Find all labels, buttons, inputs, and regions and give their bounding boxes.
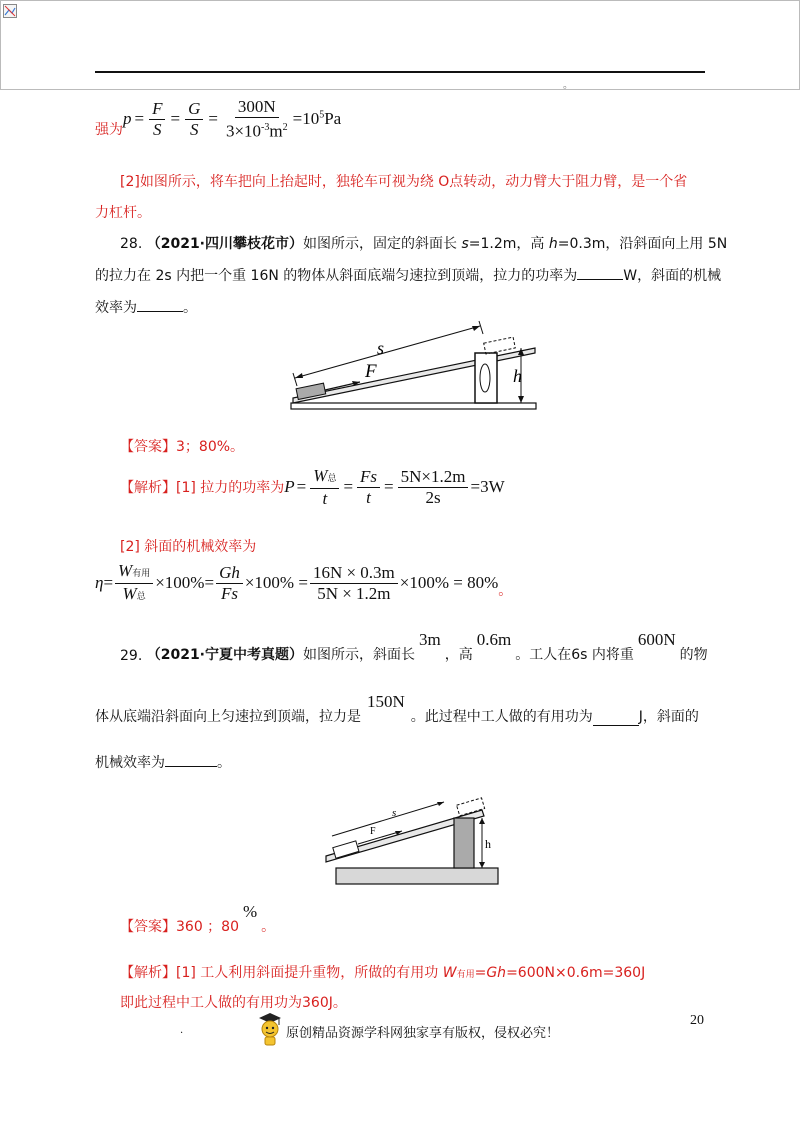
q28-text2b: W，斜面的机械 (623, 268, 722, 284)
w-sub-total2: 总 (136, 590, 146, 601)
mascot-icon (257, 1012, 283, 1046)
q29-fig-s: s (392, 807, 397, 819)
pressure-result (293, 109, 342, 129)
q29-gh: Gh (486, 965, 507, 981)
q29-answer-pct: % (243, 902, 258, 921)
q29-line-2 (95, 694, 699, 726)
eq2: = (170, 109, 181, 128)
den-sq: 2 (282, 121, 288, 133)
num-16n: 16N × 0.3m (310, 563, 398, 584)
frac-wu-wt (115, 561, 153, 606)
frac-300-area (223, 97, 291, 142)
q28-number: 28. (120, 236, 143, 252)
frac-fs-t (357, 467, 380, 508)
q29-analysis-2: 即此过程中工人做的有用功为360J。 (120, 995, 347, 1011)
num-f: F (149, 99, 165, 120)
q28-ground (291, 403, 536, 409)
pressure-exp: 5 (319, 109, 325, 121)
q28-answer (120, 436, 244, 456)
frac-f-s (149, 99, 165, 140)
result-3w: =3W (470, 477, 505, 496)
q28-load-block-top (484, 337, 516, 354)
q28-s-tick-end (479, 321, 483, 334)
var-p: p (123, 109, 132, 128)
q28-text1a: 如图所示，固定的斜面长 (303, 236, 462, 252)
q29-text3-end: 。 (217, 755, 231, 771)
q29-number: 29. (120, 648, 143, 664)
q29-length: 3m (419, 630, 441, 649)
num-300n: 300N (235, 97, 279, 118)
eq-eta: = (103, 573, 114, 592)
num-5n: 5N×1.2m (398, 467, 469, 488)
q28-answer-text: 3；80%。 (176, 439, 245, 455)
q28-line-3 (95, 297, 197, 317)
header-dot: 。 (563, 80, 573, 91)
den-unit: m (269, 121, 283, 141)
den-t2: t (366, 487, 371, 507)
pressure-unit: Pa (324, 109, 342, 128)
q29-support-block (454, 818, 474, 868)
lever-line-1: [2]如图所示，将车把向上抬起时，独轮车可视为绕 O点转动，动力臂大于阻力臂，是一个省 (120, 174, 688, 190)
q29-source: （2021·宁夏中考真题） (146, 647, 304, 663)
q29-blank-1[interactable] (593, 713, 639, 726)
den-t: t (322, 488, 328, 508)
var-eta: η (95, 573, 104, 592)
q28-s-arrowhead-end (472, 326, 480, 331)
den-5n: 5N × 1.2m (317, 583, 391, 603)
w-var-u: W (118, 560, 133, 580)
q28-support-block (475, 353, 497, 403)
pressure-result-text: =10 (292, 109, 320, 128)
frac-5n-2s (398, 467, 469, 508)
times-100-c: ×100% = 80% (399, 573, 499, 592)
q29-analysis1c: =600N×0.6m=360J (506, 965, 646, 981)
header-rule (95, 71, 705, 73)
frac-g-s (185, 99, 203, 140)
q29-text3: 机械效率为 (95, 755, 165, 771)
q29-w-var: W (442, 965, 457, 981)
den-w-total (120, 584, 149, 606)
q28-line-1 (120, 233, 727, 253)
den-s: S (153, 119, 162, 139)
eq-p: = (296, 477, 307, 496)
footer-dot: . (180, 1025, 184, 1036)
q29-text2a: 体从底端沿斜面向上匀速拉到顶端，拉力是 (95, 709, 361, 725)
var-P: P (284, 477, 295, 496)
q29-height: 0.6m (476, 630, 512, 649)
w-var-t: W (122, 583, 137, 603)
q28-analysis-1 (120, 464, 505, 510)
q28-h-var: h (548, 236, 558, 252)
q29-ground (336, 868, 498, 884)
w-sub-useful: 有用 (132, 567, 151, 578)
q29-answer-label: 【答案】 (120, 919, 176, 935)
q29-fig-h: h (485, 837, 491, 851)
q28-text3: 效率为 (95, 300, 137, 316)
q28-analysis-label: 【解析】 (120, 480, 176, 496)
q28-h-arrowhead-bottom (518, 396, 524, 403)
q29-text1d: 的物 (679, 647, 708, 663)
q29-incline-figure (322, 788, 502, 888)
num-w-total (310, 466, 339, 489)
q29-text1b: ，高 (444, 647, 473, 663)
num-fs: Fs (357, 467, 380, 488)
q29-s-arrowhead-end (437, 802, 444, 806)
den-fs: Fs (220, 583, 238, 603)
frac-w-t (310, 466, 339, 509)
frac-gh-fs (216, 563, 243, 604)
q29-answer-text: 360 ；80 (176, 919, 239, 935)
q29-fig-f: F (370, 826, 376, 837)
q28-end-dot: 。 (498, 583, 513, 599)
q29-h-arrowhead-top (479, 818, 485, 824)
q29-answer (120, 902, 275, 936)
q28-text2a: 的拉力在 2s 内把一个重 16N 的物体从斜面底端匀速拉到顶端，拉力的功率为 (95, 268, 578, 284)
q29-analysis1b: = (474, 965, 487, 981)
q28-s-tick-start (293, 373, 297, 386)
q28-text1b: =1.2m，高 (468, 236, 549, 252)
q28-answer-label: 【答案】 (120, 439, 176, 455)
num-w-useful (115, 561, 153, 584)
q29-text2b: 。此过程中工人做的有用功为 (410, 709, 593, 725)
eq1: = (134, 109, 145, 128)
q29-w-sub: 有用 (456, 970, 475, 980)
broken-image-icon (3, 3, 17, 17)
q28-text1c: =0.3m，沿斜面向上用 5N (557, 236, 728, 252)
times-100-a: ×100%= (155, 573, 215, 592)
eq-5n: = (384, 477, 394, 496)
q28-s-var: s (461, 236, 469, 252)
copyright-notice: 原创精品资源学科网独家享有版权，侵权必究！ (286, 1026, 560, 1041)
q28-analysis1-text: [1] 拉力的功率为 (176, 480, 285, 496)
q29-h-arrowhead-bottom (479, 862, 485, 868)
q29-weight: 600N (637, 630, 676, 649)
q29-line-1 (120, 632, 708, 664)
q28-fig-s: s (377, 338, 385, 358)
q29-analysis-label: 【解析】 (120, 965, 176, 981)
w-sub-total: 总 (327, 472, 337, 483)
q29-text1a: 如图所示，斜面长 (303, 647, 416, 663)
q29-answer-end: 。 (261, 919, 276, 935)
q28-blank-1[interactable] (577, 267, 623, 280)
q28-efficiency-formula (95, 560, 512, 606)
times-100-b: ×100% = (244, 573, 308, 592)
den-2s: 2s (425, 487, 441, 507)
w-var: W (313, 465, 328, 485)
q29-analysis-1 (120, 962, 645, 982)
den-prefix: 3×10 (225, 121, 262, 141)
q29-analysis1a: [1] 工人利用斜面提升重物，所做的有用功 (176, 965, 443, 981)
page-header (0, 0, 800, 90)
q28-fig-h: h (513, 366, 522, 386)
q28-text3-end: 。 (183, 300, 197, 316)
q28-line-2 (95, 265, 721, 285)
q28-ramp (293, 348, 535, 403)
pressure-line (95, 96, 341, 142)
q29-force: 150N (367, 692, 405, 711)
den-exp: -3 (261, 121, 270, 133)
q28-incline-figure (285, 318, 540, 418)
q28-fig-f: F (365, 361, 377, 382)
num-g: G (185, 99, 203, 120)
den-area (223, 118, 291, 142)
frac-16n-5n (310, 563, 398, 604)
q29-blank-2[interactable] (165, 754, 217, 767)
q29-text2c: J，斜面的 (638, 709, 699, 725)
q29-line-3 (95, 752, 231, 772)
q28-source: （2021·四川攀枝花市） (146, 236, 304, 252)
den-s2: S (189, 119, 199, 139)
num-gh: Gh (216, 563, 243, 584)
q28-analysis-2: [2] 斜面的机械效率为 (120, 539, 257, 555)
q28-s-arrowhead-start (295, 373, 303, 378)
q28-blank-2[interactable] (137, 299, 183, 312)
eq3: = (208, 109, 218, 128)
pressure-prefix: 强为 (95, 122, 123, 138)
page-number: 20 (690, 1013, 704, 1028)
eq-fs: = (343, 477, 354, 496)
q29-load-block (333, 841, 359, 858)
q29-text1c: 。工人在6s 内将重 (515, 647, 634, 663)
lever-line-2: 力杠杆。 (95, 205, 151, 221)
